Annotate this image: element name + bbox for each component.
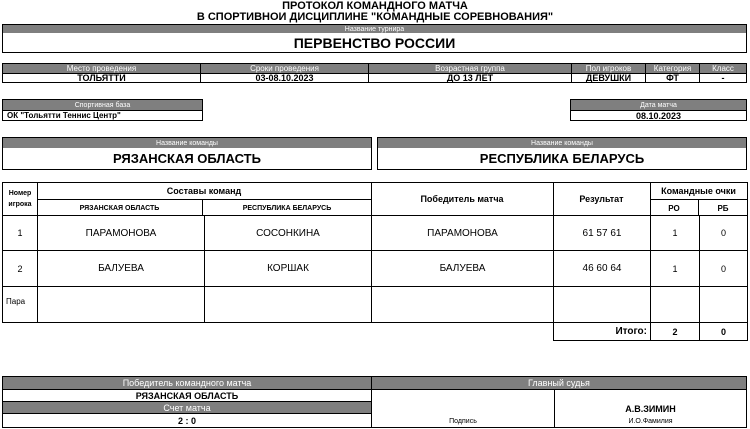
chief-referee-label: Главный судья	[372, 377, 746, 389]
row-player2: СОСОНКИНА	[205, 216, 372, 250]
row-p1: 1	[651, 216, 700, 250]
header-number	[2, 182, 38, 216]
table-row	[2, 287, 748, 323]
row-result: 46 60 64	[554, 251, 651, 286]
age-value: ДО 13 ЛЕТ	[369, 73, 571, 82]
category-label: Категория	[646, 64, 699, 73]
age-cell	[369, 64, 572, 82]
venue-label: Место проведения	[3, 64, 200, 73]
tournament-name: ПЕРВЕНСТВО РОССИИ	[293, 34, 456, 51]
header-points-teams	[650, 200, 747, 216]
row-number: 2	[3, 251, 38, 286]
row-result: 61 57 61	[554, 216, 651, 250]
sport-base-box	[2, 99, 203, 121]
signature-cell	[372, 390, 555, 427]
team2-box	[377, 137, 747, 170]
row-p2	[700, 287, 747, 322]
signature-label: Подпись	[449, 418, 477, 425]
tournament-box	[2, 24, 747, 53]
team-match-winner-label: Победитель командного матча	[3, 377, 371, 389]
row-number: Пара	[3, 287, 38, 322]
match-score-value: 2 : 0	[3, 413, 371, 427]
header-result: Результат	[553, 182, 651, 216]
class-label: Класс	[700, 64, 746, 73]
chief-referee-body	[372, 389, 746, 427]
header-team2: РЕСПУБЛИКА БЕЛАРУСЬ	[242, 204, 332, 212]
header-rosters-label: Составы команд	[37, 183, 371, 200]
total-p2: 0	[720, 326, 726, 337]
team1-box	[2, 137, 372, 170]
dates-value: 03-08.10.2023	[201, 73, 368, 82]
table-row	[2, 251, 748, 287]
row-player2: КОРШАК	[205, 251, 372, 286]
row-player1: ПАРАМОНОВА	[38, 216, 205, 250]
row-p2: 0	[720, 263, 726, 274]
team-match-winner-box	[2, 376, 372, 428]
match-date-box	[570, 99, 747, 121]
category-cell	[646, 64, 700, 82]
row-p1	[651, 287, 700, 322]
header-points	[650, 182, 748, 216]
header-rosters	[37, 182, 372, 216]
tournament-label: Название турнира	[3, 25, 746, 33]
match-date-value: 08.10.2023	[571, 110, 746, 120]
age-label: Возрастная группа	[369, 64, 571, 73]
row-player1	[38, 287, 205, 322]
header-p2: РБ	[717, 203, 729, 213]
row-number: 1	[3, 216, 38, 250]
sport-base-label: Спортивная база	[3, 100, 202, 110]
row-winner: ПАРАМОНОВА	[372, 216, 554, 250]
chief-referee-box	[371, 376, 747, 428]
header-winner: Победитель матча	[371, 182, 554, 216]
total-label: Итого:	[554, 323, 651, 340]
matches-table	[2, 182, 748, 344]
class-value: -	[700, 73, 746, 82]
team2-label: Название команды	[378, 138, 746, 148]
gender-cell	[572, 64, 646, 82]
category-value: ФТ	[646, 73, 699, 82]
venue-cell	[3, 64, 201, 82]
referee-name-cell	[555, 390, 746, 427]
header-number-line2: игрока	[8, 200, 32, 208]
referee-name: А.В.ЗИМИН	[625, 404, 676, 414]
gender-label: Пол игроков	[572, 64, 645, 73]
team-match-winner-value: РЯЗАНСКАЯ ОБЛАСТЬ	[3, 389, 371, 401]
row-p2: 0	[720, 228, 726, 238]
row-p1: 1	[651, 251, 700, 286]
row-winner: БАЛУЕВА	[372, 251, 554, 286]
dates-label: Сроки проведения	[201, 64, 368, 73]
header-points-label: Командные очки	[650, 183, 747, 200]
team1-label: Название команды	[3, 138, 371, 148]
row-player1: БАЛУЕВА	[38, 251, 205, 286]
match-date-label: Дата матча	[571, 100, 746, 110]
dates-cell	[201, 64, 369, 82]
header-rosters-teams	[37, 200, 371, 216]
header-team1: РЯЗАНСКАЯ ОБЛАСТЬ	[37, 200, 203, 216]
info-row	[2, 63, 747, 83]
match-score-label: Счет матча	[3, 401, 371, 413]
name-label: И.О.Фамилия	[628, 418, 673, 425]
total-row	[553, 323, 748, 341]
total-p1: 2	[651, 323, 700, 340]
team1-name: РЯЗАНСКАЯ ОБЛАСТЬ	[113, 151, 261, 166]
document-title-line2: В СПОРТИВНОЙ ДИСЦИПЛИНЕ "КОМАНДНЫЕ СОРЕВНОВАНИЯ"	[196, 12, 554, 23]
document-title-line1: ПРОТОКОЛ КОМАНДНОГО МАТЧА	[282, 1, 468, 12]
gender-value: ДЕВУШКИ	[572, 73, 645, 82]
sport-base-value: ОК "Тольятти Теннис Центр"	[3, 110, 202, 120]
row-winner	[372, 287, 554, 322]
header-p1: РО	[650, 200, 699, 216]
row-result	[554, 287, 651, 322]
venue-value: ТОЛЬЯТТИ	[3, 73, 200, 82]
class-cell	[700, 64, 746, 82]
header-number-line1: Номер	[8, 189, 32, 197]
row-player2	[205, 287, 372, 322]
team2-name: РЕСПУБЛИКА БЕЛАРУСЬ	[479, 151, 645, 166]
table-row	[2, 216, 748, 251]
